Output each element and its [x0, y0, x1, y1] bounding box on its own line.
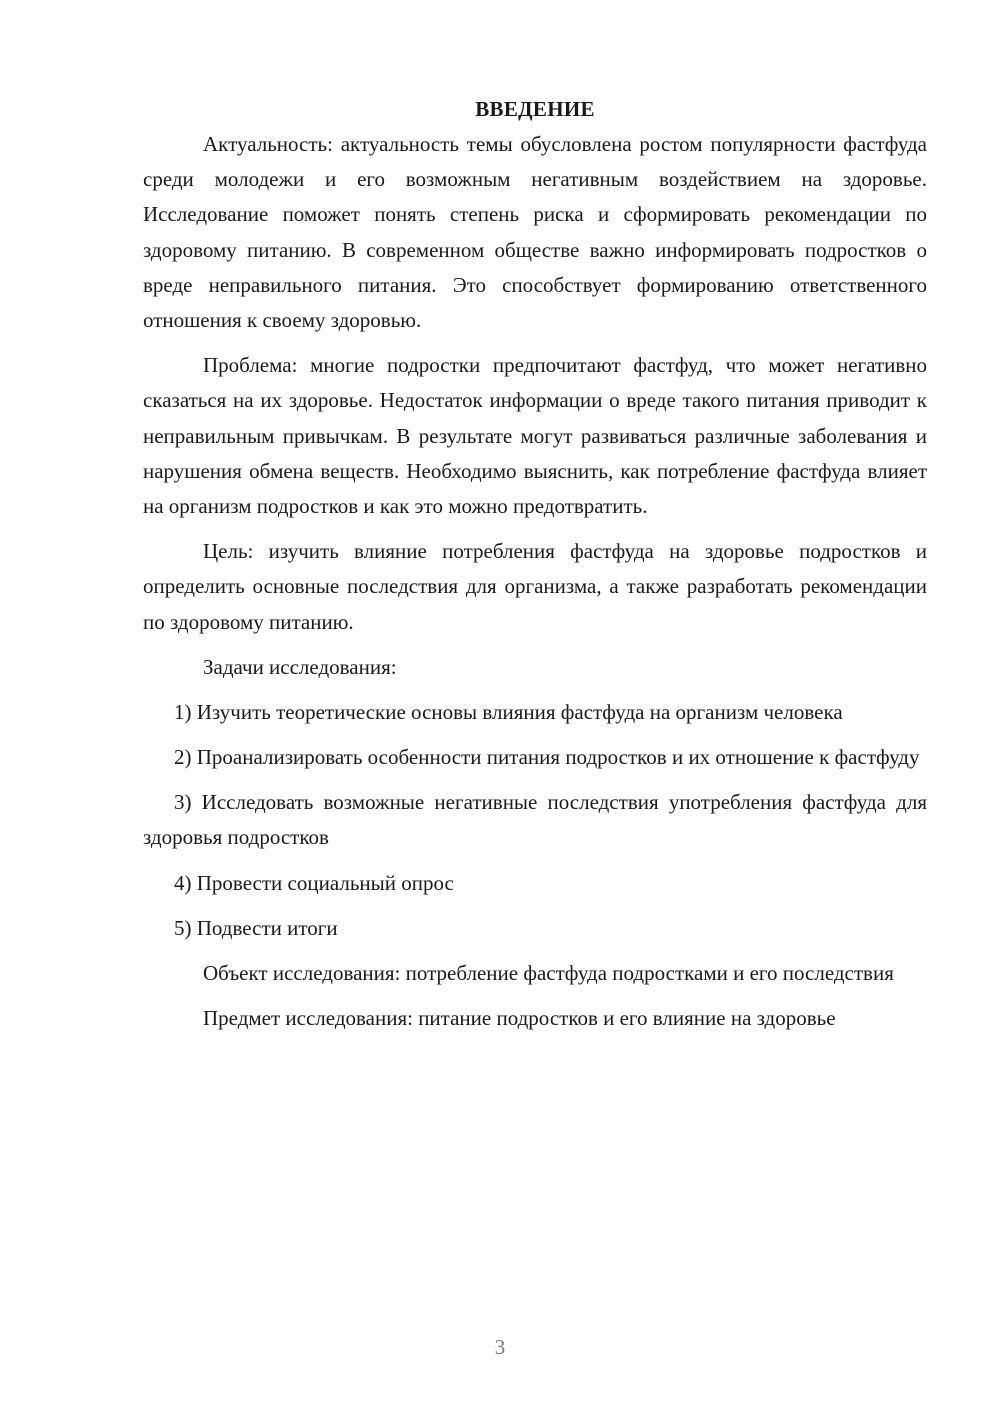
task-item-1: 1) Изучить теоретические основы влияния фастфуда на организм человека [174, 699, 843, 724]
tasks-heading: Задачи исследования: [203, 654, 397, 679]
task-item-2: 2) Проанализировать особенности питания подростков и их отношение к фастфуду [174, 745, 920, 770]
document-page [143, 92, 927, 1046]
object-paragraph: Объект исследования: потребление фастфуда подростками и его последствия [203, 961, 894, 986]
page-number: 3 [494, 1335, 506, 1359]
goal-paragraph: Цель: изучить влияние потребления фастфуда на здоровье подростков и определить основные последствия для организма, а также разработать рекомендации по здоровому питанию. [143, 539, 927, 634]
task-item-3: 3) Исследовать возможные негативные последствия употребления фастфуда для здоровья подростков [143, 790, 927, 850]
task-item-4: 4) Провести социальный опрос [174, 870, 454, 895]
relevance-paragraph: Актуальность: актуальность темы обусловлена ростом популярности фастфуда среди молодежи и его возможным негативным воздействием на здоровье. Исследование поможет понять степень риска и сформировать рекомендации по здоровому питанию. В современном обществе важно информировать подростков о вреде неправильного питания. Это способствует формированию ответственного отношения к своему здоровью. [143, 132, 927, 333]
section-title: ВВЕДЕНИЕ [475, 97, 595, 121]
problem-paragraph: Проблема: многие подростки предпочитают фастфуд, что может негативно сказаться на их здоровье. Недостаток информации о вреде такого питания приводит к неправильным привычкам. В результате могут развиваться различные заболевания и нарушения обмена веществ. Необходимо выяснить, как потребление фастфуда влияет на организм подростков и как это можно предотвратить. [143, 353, 927, 519]
subject-paragraph: Предмет исследования: питание подростков и его влияние на здоровье [203, 1006, 836, 1031]
task-item-5: 5) Подвести итоги [174, 915, 338, 940]
